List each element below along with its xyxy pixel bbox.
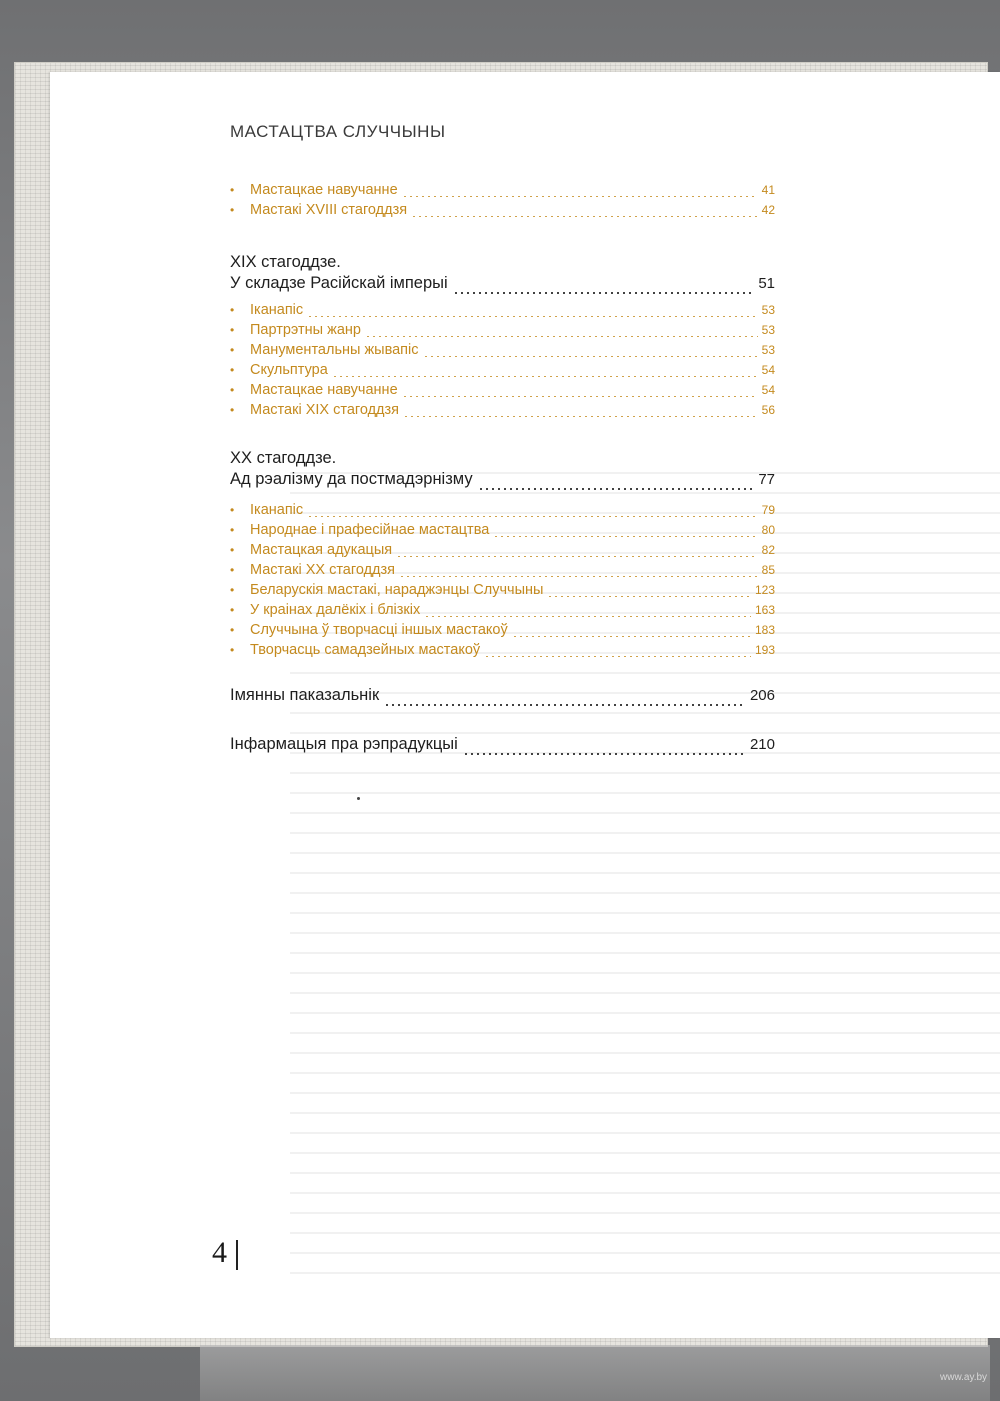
bullet-icon: • bbox=[230, 643, 235, 657]
bullet-icon: • bbox=[230, 403, 235, 417]
leader-dots bbox=[384, 704, 745, 706]
watermark: www.ay.by bbox=[940, 1372, 988, 1383]
bullet-icon: • bbox=[230, 603, 235, 617]
leader-dots bbox=[307, 516, 757, 517]
toc-group-18c bbox=[230, 182, 775, 222]
toc-item[interactable]: • Мастакі XVIII стагоддзя 42 bbox=[230, 202, 775, 218]
toc-reproductions[interactable]: Інфармацыя пра рэпрадукцыі 210 bbox=[230, 735, 775, 753]
chapter-title-line1: XIX стагоддзе. bbox=[230, 253, 341, 271]
bullet-icon: • bbox=[230, 303, 235, 317]
bullet-icon: • bbox=[230, 323, 235, 337]
toc-item[interactable]: • У краінах далёкіх і блізкіх 163 bbox=[230, 602, 775, 618]
leader-dots bbox=[453, 292, 754, 294]
toc-chapter-19c[interactable] bbox=[230, 250, 775, 300]
toc-index[interactable]: Імянны паказальнік 206 bbox=[230, 686, 775, 704]
toc-group-20c bbox=[230, 502, 775, 662]
leader-dots bbox=[424, 616, 751, 617]
page-number: 4 bbox=[212, 1236, 227, 1269]
bullet-icon: • bbox=[230, 523, 235, 537]
leader-dots bbox=[512, 636, 751, 637]
leader-dots bbox=[484, 656, 751, 657]
toc-item[interactable]: • Партрэтны жанр 53 bbox=[230, 322, 775, 338]
toc-item[interactable]: • Творчасць самадзейных мастакоў 193 bbox=[230, 642, 775, 658]
bullet-icon: • bbox=[230, 383, 235, 397]
bullet-icon: • bbox=[230, 623, 235, 637]
leader-dots bbox=[365, 336, 758, 337]
leader-dots bbox=[403, 416, 758, 417]
leader-dots bbox=[402, 196, 758, 197]
leader-dots bbox=[411, 216, 758, 217]
leader-dots bbox=[402, 396, 758, 397]
running-head: МАСТАЦТВА СЛУЧЧЫНЫ bbox=[230, 122, 446, 141]
leader-dots bbox=[399, 576, 758, 577]
page-number-divider bbox=[236, 1240, 238, 1270]
toc-item[interactable]: • Беларускія мастакі, нараджэнцы Случчыны 123 bbox=[230, 582, 775, 598]
chapter-title-line2: Ад рэалізму да постмадэрнізму bbox=[230, 470, 473, 488]
toc-item[interactable]: • Іканапіс 53 bbox=[230, 302, 775, 318]
chapter-title-line2: У складзе Расійскай імперыі bbox=[230, 274, 448, 292]
leader-dots bbox=[332, 376, 758, 377]
leader-dots bbox=[493, 536, 757, 537]
chapter-page: 77 bbox=[758, 471, 775, 488]
leader-dots bbox=[478, 488, 754, 490]
bullet-icon: • bbox=[230, 583, 235, 597]
bullet-icon: • bbox=[230, 183, 235, 197]
chapter-title-line1: XX стагоддзе. bbox=[230, 449, 337, 467]
toc-item[interactable]: • Мастацкае навучанне 54 bbox=[230, 382, 775, 398]
toc-group-19c bbox=[230, 302, 775, 422]
leader-dots bbox=[463, 753, 745, 755]
toc-item[interactable]: • Народнае і прафесійнае мастацтва 80 bbox=[230, 522, 775, 538]
toc-chapter-20c[interactable] bbox=[230, 446, 775, 496]
toc-item[interactable]: • Случчына ў творчасці іншых мастакоў 183 bbox=[230, 622, 775, 638]
leader-dots bbox=[307, 316, 757, 317]
toc-item[interactable]: • Мастакі XX стагоддзя 85 bbox=[230, 562, 775, 578]
leader-dots bbox=[423, 356, 758, 357]
toc-item[interactable]: • Іканапіс 79 bbox=[230, 502, 775, 518]
toc-item[interactable]: • Мастацкая адукацыя 82 bbox=[230, 542, 775, 558]
print-speck bbox=[357, 797, 360, 800]
toc-item[interactable]: • Мастацкае навучанне 41 bbox=[230, 182, 775, 198]
bullet-icon: • bbox=[230, 343, 235, 357]
bullet-icon: • bbox=[230, 363, 235, 377]
bullet-icon: • bbox=[230, 503, 235, 517]
bullet-icon: • bbox=[230, 543, 235, 557]
chapter-page: 51 bbox=[758, 275, 775, 292]
bullet-icon: • bbox=[230, 203, 235, 217]
bullet-icon: • bbox=[230, 563, 235, 577]
toc-item[interactable]: • Мастакі XIX стагоддзя 56 bbox=[230, 402, 775, 418]
leader-dots bbox=[547, 596, 751, 597]
toc-item[interactable]: • Скульптура 54 bbox=[230, 362, 775, 378]
scan-edge-strip bbox=[200, 1345, 990, 1401]
leader-dots bbox=[396, 556, 758, 557]
toc-item[interactable]: • Манументальны жывапіс 53 bbox=[230, 342, 775, 358]
